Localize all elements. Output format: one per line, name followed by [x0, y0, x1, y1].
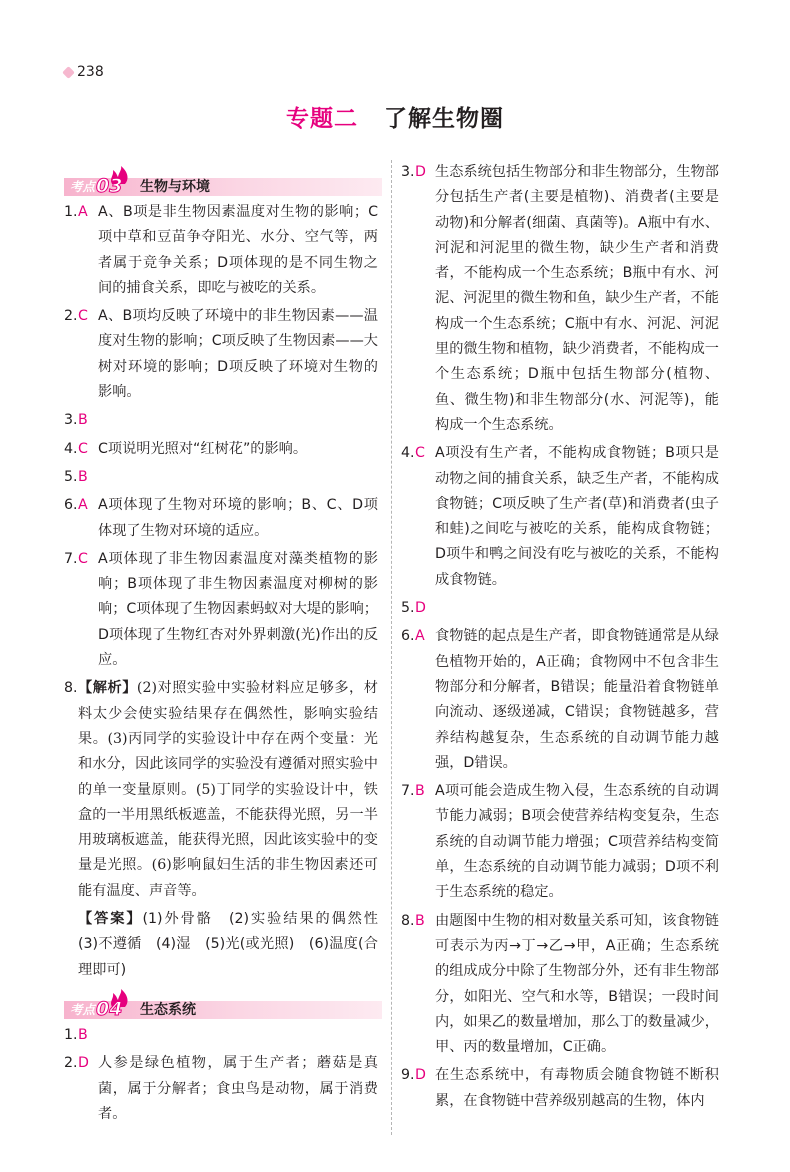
r-question-8: 8. B 由题图中生物的相对数量关系可知，该食物链可表示为丙→丁→乙→甲，A正确；生态系统的组成成分中除了生物部分外，还有非生物部分，如阳光、空气和水等，B错误；一段时间内，如果乙的数量增加，那么丁的数量减少，甲、丙的数量增加，C正确。: [401, 912, 719, 1056]
question-8: 8. 【解析】(2)对照实验中实验材料应足够多，材料太少会使实验结果存在偶然性，影响实验结果。(3)丙同学的实验设计中存在两个变量：光和水分，因此该同学的实验没有遵循对照实验中的单一变量原则。(5)丁同学的实验设计中，铁盒的一半用黑纸板遮盖，不能获得光照，另一半用玻璃板遮盖，能获得光照，因此该实验中的变量是光照。(6)影响鼠妇生活的非生物因素还可能有温度、声音等。: [64, 680, 378, 899]
section-header-03: 考点 03 生物与环境: [64, 174, 378, 198]
r-question-9: 9. D 在生态系统中，有毒物质会随食物链不断积累，在食物链中营养级别越高的生物，体内: [401, 1067, 719, 1109]
question-6: 6. A A项体现了生物对环境的影响；B、C、D项体现了生物对环境的适应。: [64, 497, 378, 539]
question-4: 4. C C项说明光照对“红树花”的影响。: [64, 440, 308, 457]
question-5: 5. B: [64, 468, 88, 485]
question-2: 2. C A、B项均反映了环境中的非生物因素——温度对生物的影响；C项反映了生物因素——大树对环境的影响；D项反映了环境对生物的影响。: [64, 308, 378, 401]
r-question-5: 5. D: [401, 600, 426, 617]
left-column: [64, 160, 393, 1130]
analysis-text: (2)对照实验中实验材料应足够多，材料太少会使实验结果存在偶然性，影响实验结果。(3)丙同学的实验设计中存在两个变量：光和水分，因此该同学的实验没有遵循对照实验中的单一变量原则。(5)丁同学的实验设计中，铁盒的一半用黑纸板遮盖，不能获得光照，另一半用玻璃板遮盖，能获得光照，因此该实验中的变量是光照。(6)影响鼠妇生活的非生物因素还可能有温度、声音等。: [78, 680, 378, 899]
question-1: 1. A A、B项是非生物因素温度对生物的影响；C项中草和豆苗争夺阳光、水分、空气等，两者属于竞争关系；D项体现的是不同生物之间的捕食关系，即吃与被吃的关系。: [64, 204, 378, 296]
s4-question-2: 2. D 人参是绿色植物，属于生产者；蘑菇是真菌，属于分解者；食虫鸟是动物，属于消费者。: [64, 1055, 378, 1122]
column-divider: [391, 160, 392, 1135]
page-title: 专题二 了解生物圈: [286, 106, 504, 132]
s4-question-1: 1. B: [64, 1026, 88, 1043]
diamond-icon: [62, 66, 75, 79]
r-question-6: 6. A 食物链的起点是生产者，即食物链通常是从绿色植物开始的，A正确；食物网中不包含非生物部分和分解者，B错误；能量沿着食物链单向流动、逐级递减，C错误；食物链越多，营养结构越复杂，生态系统的自动调节能力越强，D错误。: [401, 628, 719, 771]
right-column: [401, 160, 719, 1117]
r-question-3: 3. D 生态系统包括生物部分和非生物部分，生物部分包括生产者(主要是植物)、消费者(主要是动物)和分解者(细菌、真菌等)。A瓶中有水、河泥和河泥里的微生物，缺少生产者和消费者，不能构成一个生态系统；B瓶中有水、河泥、河泥里的微生物和鱼，缺少生产者，不能构成一个生态系统；C瓶中有水、河泥、河泥里的微生物和植物，缺少消费者，不能构成一个生态系统；D瓶中包括生物部分(植物、鱼、微生物)和非生物部分(水、河泥等)，能构成一个生态系统。: [401, 164, 719, 433]
r-question-7: 7. B A项可能会造成生物入侵，生态系统的自动调节能力减弱；B项会使营养结构变复杂，生态系统的自动调节能力增强；C项营养结构变简单，生态系统的自动调节能力减弱；D项不利于生态系统的稳定。: [401, 783, 719, 901]
r-question-4: 4. C A项没有生产者，不能构成食物链；B项只是动物之间的捕食关系，缺乏生产者，不能构成食物链；C项反映了生产者(草)和消费者(虫子和蛙)之间吃与被吃的关系，能构成食物链；D项牛和鸭之间没有吃与被吃的关系，不能构成食物链。: [401, 445, 719, 588]
page-number: 238: [64, 64, 104, 80]
answer-text: (1)外骨骼 (2)实验结果的偶然性 (3)不遵循 (4)湿 (5)光(或光照) (6)温度(合理即可): [78, 911, 393, 978]
question-3: 3. B: [64, 412, 88, 429]
answer-block: [64, 907, 393, 983]
section-header-04: 考点 04 生态系统: [64, 997, 378, 1021]
answer-label: 【答案】: [78, 911, 143, 928]
question-7: 7. C A项体现了非生物因素温度对藻类植物的影响；B项体现了非生物因素温度对柳树的影响；C项体现了生物因素蚂蚁对大堤的影响；D项体现了生物红杏对外界刺激(光)作出的反应。: [64, 550, 378, 669]
analysis-label: 【解析】: [78, 680, 137, 697]
